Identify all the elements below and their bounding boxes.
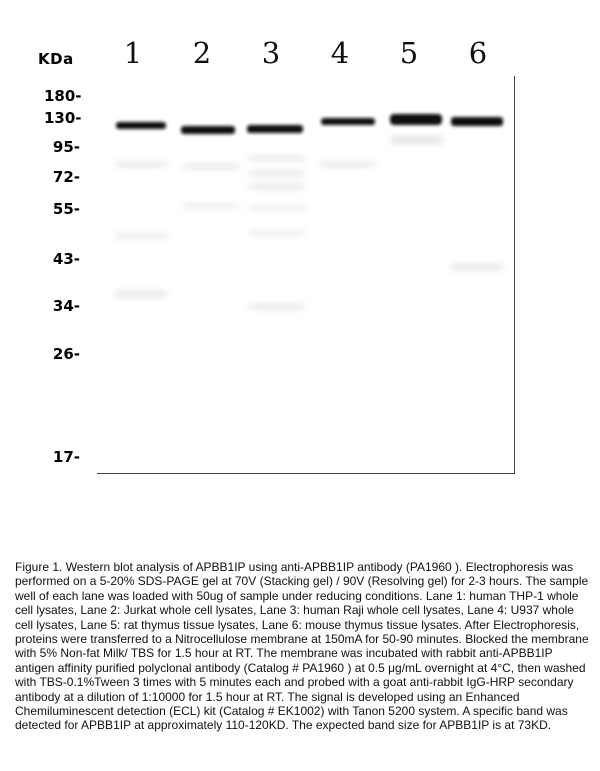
marker-26: 26- (52, 345, 80, 363)
lane-number-1: 1 (123, 36, 143, 70)
marker-130: 130- (44, 109, 82, 127)
main-bands (116, 114, 503, 134)
figure-caption (15, 560, 593, 733)
band-lane-3 (247, 125, 303, 133)
band-lane-2 (181, 126, 235, 134)
lane-number-5: 5 (399, 36, 419, 70)
band-lane-1 (116, 122, 166, 129)
band-lane-6 (451, 117, 503, 126)
caption-text: Figure 1. Western blot analysis of APBB1IP using anti-APBB1IP antibody (PA1960 ). Electrophoresis was performed on a 5-20% SDS-PAGE gel at 70V (Stacking gel) / 90V (Resolving gel) for 2-3 hours. The sample well of each lane was loaded with 50ug of sample under reducing conditions. Lane 1: human THP-1 whole cell lysates, Lane 2: Jurkat whole cell lysates, Lane 3: human Raji whole cell lysates, Lane 4: U937 whole cell lysates, Lane 5: rat thymus tissue lysates, Lane 6: mouse thymus tissue lysates. After Electrophoresis, proteins were transferred to a Nitrocellulose membrane at 150mA for 50-90 minutes. Blocked the membrane with 5% Non-fat Milk/ TBS for 1.5 hour at RT. The membrane was incubated with rabbit anti-APBB1IP antigen affinity purified polyclonal antibody (Catalog # PA1960 ) at 0.5 μg/mL overnight at 4°C, then washed with TBS-0.1%Tween 3 times with 5 minutes each and probed with a goat anti-rabbit IgG-HRP secondary antibody at a dilution of 1:10000 for 1.5 hour at RT. The signal is developed using an Enhanced Chemiluminescent detection (ECL) kit (Catalog # EK1002) with Tanon 5200 system. A specific band was detected for APBB1IP at approximately 110-120KD. The expected band size for APBB1IP is at 73KD. (15, 560, 589, 733)
marker-55: 55- (52, 200, 80, 218)
band-lane-5 (390, 114, 442, 125)
blot-membrane (97, 76, 515, 474)
marker-95: 95- (52, 138, 80, 156)
marker-43: 43- (52, 250, 80, 268)
marker-180: 180- (44, 87, 82, 105)
band-lane-4 (321, 118, 375, 125)
lane-number-2: 2 (192, 36, 212, 70)
blot-image (97, 76, 514, 473)
lane-number-3: 3 (261, 36, 281, 70)
kda-unit-label: KDa (38, 50, 74, 68)
lane-number-6: 6 (468, 36, 488, 70)
marker-72: 72- (52, 168, 80, 186)
faint-bands (115, 136, 503, 309)
marker-17: 17- (52, 448, 80, 466)
lane-number-4: 4 (330, 36, 350, 70)
marker-34: 34- (52, 297, 80, 315)
